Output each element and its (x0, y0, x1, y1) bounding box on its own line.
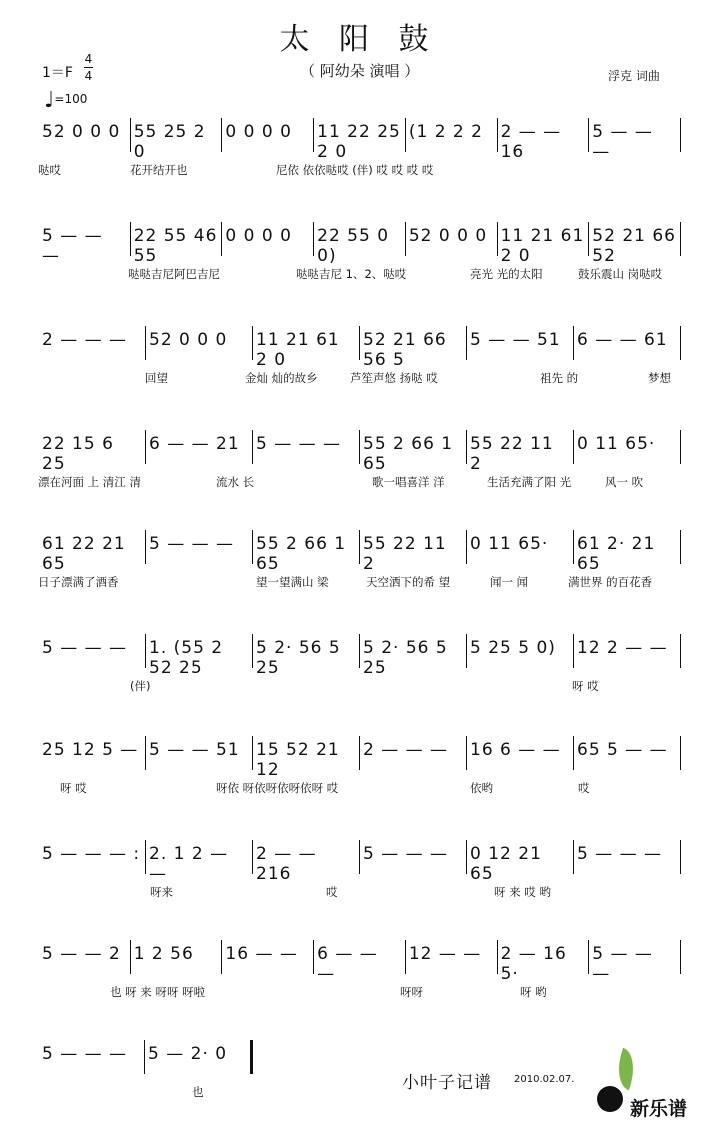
lyric-line: 闻一 闻 (490, 575, 529, 589)
barline (466, 840, 467, 874)
barline (145, 634, 146, 668)
meter-divider (84, 67, 93, 68)
measure-notes: 5 — — — (149, 534, 235, 554)
lyric-line: 望一望满山 梁 (256, 575, 329, 589)
notation-row (0, 634, 718, 734)
measure-notes: 1. (55 2 52 25 (149, 638, 224, 678)
barline (573, 634, 574, 668)
lyric-line: 回望 (145, 371, 168, 385)
measure-notes: 52 21 66 56 5 (363, 330, 447, 370)
lyric-line: 哒哎 (38, 163, 61, 177)
barline (221, 118, 222, 152)
lyric-line: 也 (192, 1085, 204, 1099)
barline (359, 840, 360, 874)
lyric-line: 呀呀 (400, 985, 423, 999)
measure-notes: 2 — — — (363, 740, 449, 760)
measure-notes: 5 — — — (592, 944, 653, 984)
end-barline (680, 940, 681, 974)
measure-notes: 5 — — 2 (42, 944, 121, 964)
lyric-line: 花开结开也 (130, 163, 188, 177)
lyric-line: 哎 (578, 781, 590, 795)
lyric-line: 尼依 依依哒哎 (伴) 哎 哎 哎 哎 (276, 163, 434, 177)
lyric-line: 生活充满了阳 光 (487, 475, 572, 489)
barline (466, 736, 467, 770)
site-logo-text: 新乐谱 (630, 1098, 688, 1120)
lyric-line: 哒哒吉尼 1、2、哒哎 (296, 267, 407, 281)
measure-notes: 5 — — — : (42, 844, 141, 864)
measure-notes: 12 — — (408, 944, 482, 964)
notation-row (0, 940, 718, 1040)
barline (145, 430, 146, 464)
measure-notes: (1 2 2 2 (408, 122, 483, 142)
barline (359, 634, 360, 668)
measure-notes: 12 2 — — (577, 638, 668, 658)
lyric-line: 呀 来 哎 哟 (494, 885, 551, 899)
barline (497, 222, 498, 256)
measure-notes: 55 25 2 0 (133, 122, 206, 162)
barline (359, 430, 360, 464)
measure-notes: 5 2· 56 5 25 (256, 638, 341, 678)
barline (573, 736, 574, 770)
lyric-line: 芦笙声悠 扬哒 哎 (350, 371, 438, 385)
measure-notes: 55 22 11 2 (470, 434, 554, 474)
barline (405, 118, 406, 152)
notation-row (0, 840, 718, 940)
measure-notes: 52 21 66 52 (592, 226, 676, 266)
end-barline (680, 222, 681, 256)
lyric-line: 呀依 呀依呀依呀依呀 哎 (216, 781, 339, 795)
barline (145, 326, 146, 360)
barline (359, 326, 360, 360)
transcription-date: 2010.02.07. (514, 1074, 575, 1085)
measure-notes: 16 6 — — (470, 740, 561, 760)
barline (252, 736, 253, 770)
transcriber-credit: 小叶子记谱 (402, 1073, 492, 1093)
performer-subtitle: （ 阿幼朵 演唱 ） (300, 62, 420, 80)
end-barline (680, 326, 681, 360)
measure-notes: 5 2· 56 5 25 (363, 638, 448, 678)
measure-notes: 5 — — — (42, 638, 128, 658)
measure-notes: 2 — — 216 (256, 844, 317, 884)
lyric-line: 满世界 的百花香 (568, 575, 653, 589)
song-title: 太 阳 鼓 (279, 22, 439, 57)
time-signature (84, 52, 93, 83)
end-barline (680, 840, 681, 874)
barline (573, 326, 574, 360)
barline (405, 222, 406, 256)
measure-notes: 61 2· 21 65 (577, 534, 656, 574)
barline (130, 940, 131, 974)
notation-row (0, 326, 718, 426)
end-barline (250, 1040, 253, 1074)
measure-notes: 0 11 65· (577, 434, 656, 454)
measure-notes: 15 52 21 12 (256, 740, 340, 780)
barline (359, 530, 360, 564)
barline (252, 840, 253, 874)
measure-notes: 0 0 0 0 (225, 122, 292, 142)
measure-notes: 5 — 2· 0 (148, 1044, 228, 1064)
measure-notes: 22 55 46 55 (133, 226, 218, 266)
measure-notes: 5 — — — (42, 1044, 128, 1064)
end-barline (680, 634, 681, 668)
tempo-value: =100 (54, 92, 88, 106)
lyric-line: 风一 吹 (605, 475, 644, 489)
measure-notes: 5 — — — (577, 844, 663, 864)
measure-notes: 6 — — — (317, 944, 378, 984)
measure-notes: 6 — — 61 (577, 330, 668, 350)
measure-notes: 16 — — (225, 944, 298, 964)
measure-notes: 25 12 5 — (42, 740, 139, 760)
measure-notes: 11 22 25 2 0 (317, 122, 401, 162)
notation-row (0, 222, 718, 322)
measure-notes: 0 11 65· (470, 534, 549, 554)
lyric-line: 日子漂满了酒香 (38, 575, 119, 589)
measure-notes: 52 0 0 0 (408, 226, 488, 246)
meter-bottom: 4 (84, 69, 93, 83)
measure-notes: 2 — — — (42, 330, 128, 350)
barline (252, 530, 253, 564)
lyric-line: 哎 (326, 885, 338, 899)
barline (466, 430, 467, 464)
measure-notes: 2. 1 2 — — (149, 844, 229, 884)
barline (221, 940, 222, 974)
barline (313, 222, 314, 256)
measure-notes: 11 21 61 2 0 (256, 330, 340, 370)
barline (466, 326, 467, 360)
notation-row (0, 118, 718, 218)
barline (588, 222, 589, 256)
barline (359, 736, 360, 770)
measure-notes: 61 22 21 65 (42, 534, 126, 574)
measure-notes: 5 25 5 0) (470, 638, 556, 658)
barline (573, 840, 574, 874)
measure-notes: 5 — — — (42, 226, 103, 266)
lyric-line: (伴) (130, 679, 151, 693)
measure-notes: 0 0 0 0 (225, 226, 292, 246)
barline (145, 736, 146, 770)
measure-notes: 2 — — 16 (500, 122, 562, 162)
end-barline (680, 430, 681, 464)
lyric-line: 金灿 灿的故乡 (245, 371, 318, 385)
meter-top: 4 (84, 52, 93, 66)
measure-notes: 6 — — 21 (149, 434, 240, 454)
lyric-line: 梦想 (648, 371, 671, 385)
barline (588, 118, 589, 152)
barline (466, 634, 467, 668)
notation-row (0, 530, 718, 630)
lyric-line: 鼓乐震山 岗哒哎 (578, 267, 663, 281)
measure-notes: 22 15 6 25 (42, 434, 114, 474)
lyric-line: 歌一唱喜洋 洋 (372, 475, 445, 489)
lyric-line: 哒哒吉尼阿巴吉尼 (128, 267, 220, 281)
barline (313, 118, 314, 152)
barline (497, 118, 498, 152)
barline (130, 222, 131, 256)
measure-notes: 5 — — — (256, 434, 342, 454)
barline (313, 940, 314, 974)
lyric-line: 呀来 (150, 885, 173, 899)
barline (144, 1040, 145, 1074)
barline (145, 530, 146, 564)
barline (573, 430, 574, 464)
barline (252, 430, 253, 464)
measure-notes: 11 21 61 2 0 (500, 226, 585, 266)
lyric-line: 依哟 (470, 781, 493, 795)
barline (466, 530, 467, 564)
barline (252, 634, 253, 668)
end-barline (680, 530, 681, 564)
notation-row (0, 736, 718, 836)
measure-notes: 55 2 66 1 65 (363, 434, 454, 474)
barline (145, 840, 146, 874)
barline (130, 118, 131, 152)
end-barline (680, 736, 681, 770)
measure-notes: 52 0 0 0 (149, 330, 228, 350)
measure-notes: 5 — — 51 (149, 740, 240, 760)
measure-notes: 2 — 16 5· (500, 944, 567, 984)
lyric-line: 漂在河面 上 清江 清 (38, 475, 141, 489)
end-barline (680, 118, 681, 152)
tempo-marking (44, 88, 87, 113)
barline (405, 940, 406, 974)
measure-notes: 5 — — 51 (470, 330, 561, 350)
key-signature: 1＝F (42, 65, 73, 81)
disc-logo-icon (597, 1086, 623, 1112)
barline (573, 530, 574, 564)
measure-notes: 5 — — — (363, 844, 449, 864)
measure-notes: 0 12 21 65 (470, 844, 542, 884)
measure-notes: 52 0 0 0 (42, 122, 121, 142)
measure-notes: 1 2 56 (133, 944, 194, 964)
measure-notes: 5 — — — (592, 122, 653, 162)
author-credit: 浮克 词曲 (608, 69, 660, 83)
measure-notes: 65 5 — — (577, 740, 668, 760)
quarter-note-icon: ♩ (44, 88, 55, 113)
lyric-line: 天空洒下的希 望 (366, 575, 451, 589)
measure-notes: 55 2 66 1 65 (256, 534, 347, 574)
lyric-line: 呀 哟 (520, 985, 547, 999)
barline (252, 326, 253, 360)
lyric-line: 呀 哎 (60, 781, 87, 795)
barline (221, 222, 222, 256)
lyric-line: 也 呀 来 呀呀 呀啦 (110, 985, 206, 999)
lyric-line: 流水 长 (216, 475, 255, 489)
lyric-line: 呀 哎 (572, 679, 599, 693)
barline (588, 940, 589, 974)
measure-notes: 55 22 11 2 (363, 534, 447, 574)
lyric-line: 祖先 的 (540, 371, 579, 385)
lyric-line: 亮光 光的太阳 (470, 267, 543, 281)
measure-notes: 22 55 0 0) (317, 226, 390, 266)
barline (497, 940, 498, 974)
notation-row (0, 430, 718, 530)
